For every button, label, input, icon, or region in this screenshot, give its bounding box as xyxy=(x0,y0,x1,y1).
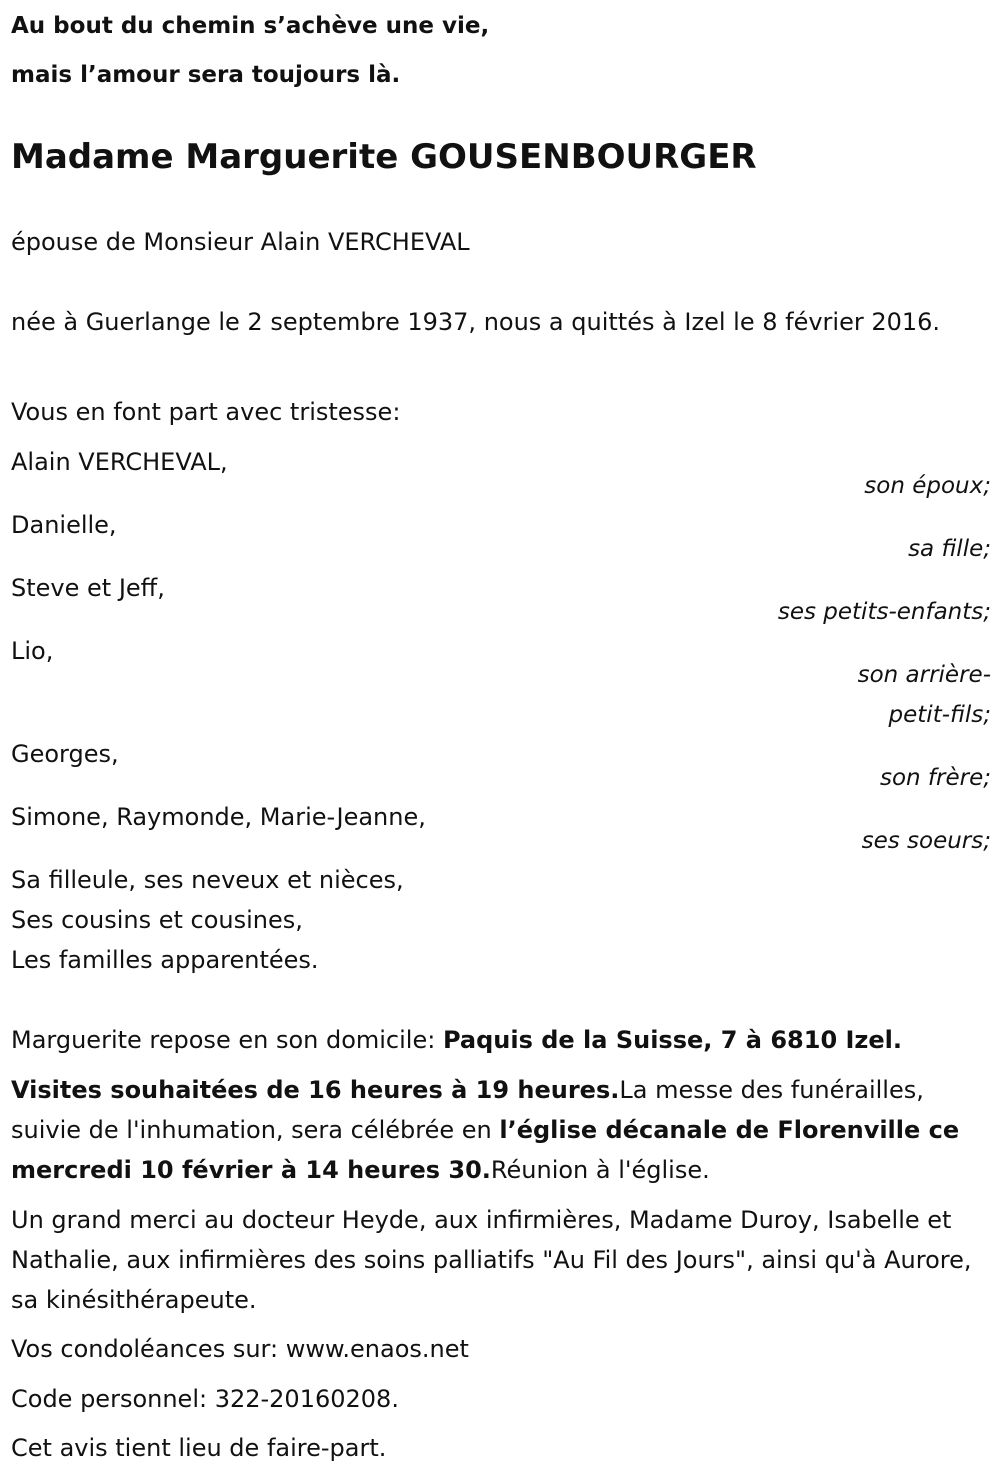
family-member-names: Steve et Jeff, xyxy=(11,574,165,602)
epigraph-line-2: mais l’amour sera toujours là. xyxy=(11,62,401,88)
home-address: Paquis de la Suisse, 7 à 6810 Izel. xyxy=(442,1026,903,1054)
epigraph-line-1: Au bout du chemin s’achève une vie, xyxy=(11,13,490,39)
family-member-relation: ses petits-enfants; xyxy=(777,599,991,625)
thanks-paragraph: Un grand merci au docteur Heyde, aux infirmières, Madame Duroy, Isabelle et Nathalie, aux infirmières des soins palliatifs "Au Fil des Jours", ainsi qu'à Aurore, sa kinésithérapeute. xyxy=(11,1206,972,1314)
family-member-names: Georges, xyxy=(11,740,119,768)
family-member-names: Simone, Raymonde, Marie-Jeanne, xyxy=(11,803,426,831)
repose-paragraph xyxy=(11,1020,986,1060)
family-member xyxy=(11,568,991,625)
other-relatives-line: Sa filleule, ses neveux et nièces, xyxy=(11,866,404,894)
notice-line: Cet avis tient lieu de faire-part. xyxy=(11,1434,387,1462)
other-relatives-line: Ses cousins et cousines, xyxy=(11,906,303,934)
mass-text: La messe des funérailles, suivie de l'inhumation, sera célébrée en xyxy=(11,1076,924,1144)
family-member-relation: sa fille; xyxy=(908,536,991,562)
family-member-relation: ses soeurs; xyxy=(861,828,991,854)
family-member-names: Danielle, xyxy=(11,511,117,539)
family-member-names: Lio, xyxy=(11,637,54,665)
visiting-hours: Visites souhaitées de 16 heures à 19 heures. xyxy=(11,1076,620,1104)
spouse-line: épouse de Monsieur Alain VERCHEVAL xyxy=(11,228,470,256)
meeting-text: Réunion à l'église. xyxy=(490,1156,710,1184)
family-member-names: Alain VERCHEVAL, xyxy=(11,448,228,476)
other-relatives-line: Les familles apparentées. xyxy=(11,946,319,974)
other-relatives xyxy=(11,860,404,980)
family-member xyxy=(11,734,991,791)
family-member xyxy=(11,631,991,728)
mass-place-date: l’église décanale de Florenville ce mercredi 10 février à 14 heures 30. xyxy=(11,1116,960,1184)
family-member-relation: son frère; xyxy=(879,765,991,791)
personal-code-line: Code personnel: 322-20160208. xyxy=(11,1385,399,1413)
condolences-line: Vos condoléances sur: www.enaos.net xyxy=(11,1335,469,1363)
announcement-intro: Vous en font part avec tristesse: xyxy=(11,398,401,426)
family-member xyxy=(11,505,991,562)
birth-death-line: née à Guerlange le 2 septembre 1937, nous a quittés à Izel le 8 février 2016. xyxy=(11,308,941,336)
family-member xyxy=(11,797,991,854)
family-member-relation: son arrière-petit-fils; xyxy=(857,662,991,728)
family-member-relation: son époux; xyxy=(864,473,991,499)
family-member xyxy=(11,442,991,499)
funeral-paragraph xyxy=(11,1070,986,1190)
deceased-name: Madame Marguerite GOUSENBOURGER xyxy=(11,137,757,177)
repose-text: Marguerite repose en son domicile: xyxy=(11,1026,443,1054)
